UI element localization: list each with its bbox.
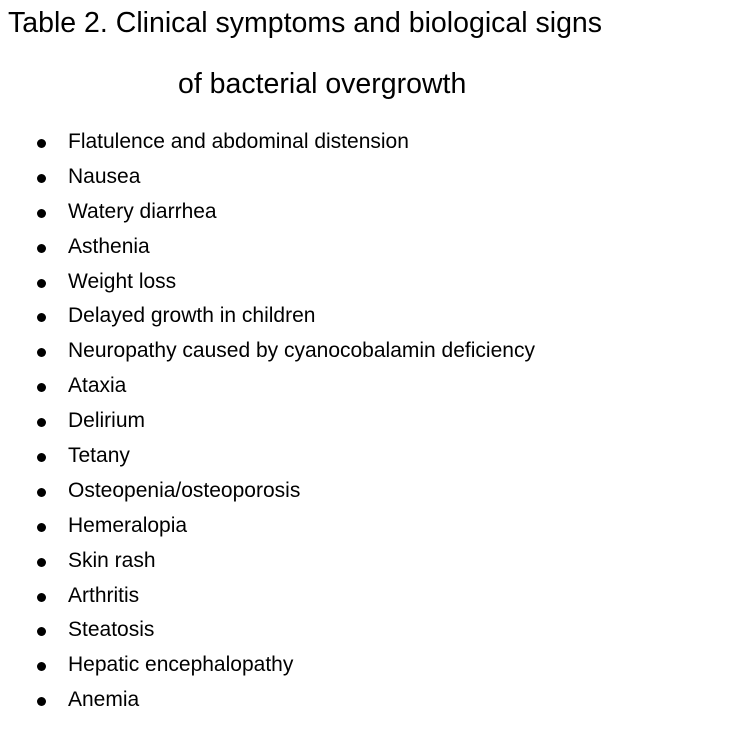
list-item-text: Tetany [68, 444, 130, 468]
table-title-line-2: of bacterial overgrowth [178, 68, 467, 100]
bullet-icon [37, 593, 46, 602]
list-item-text: Arthritis [68, 583, 140, 607]
list-item-text: Hepatic encephalopathy [68, 653, 294, 677]
bullet-icon [37, 697, 46, 706]
table-title-line-1: Table 2. Clinical symptoms and biological signs [8, 7, 603, 39]
bullet-icon [37, 453, 46, 462]
list-item-text: Skin rash [68, 548, 156, 572]
list-item-text: Asthenia [68, 234, 150, 258]
list-item-text: Anemia [68, 688, 140, 712]
list-item-text: Delayed growth in children [68, 304, 316, 328]
bullet-icon [37, 627, 46, 636]
bullet-icon [37, 558, 46, 567]
bullet-icon [37, 523, 46, 532]
list-item-text: Nausea [68, 164, 141, 188]
list-item-text: Ataxia [68, 374, 127, 398]
list-item-text: Weight loss [68, 269, 177, 293]
bullet-icon [37, 244, 46, 253]
list-item-text: Watery diarrhea [68, 199, 217, 223]
bullet-icon [37, 418, 46, 427]
list-item-text: Steatosis [68, 618, 155, 642]
bullet-icon [37, 348, 46, 357]
bullet-icon [37, 209, 46, 218]
bullet-icon [37, 383, 46, 392]
list-item-text: Hemeralopia [68, 513, 188, 537]
list-item-text: Delirium [68, 409, 146, 433]
list-item-text: Flatulence and abdominal distension [68, 130, 409, 153]
list-item-text: Osteopenia/osteoporosis [68, 478, 301, 502]
bullet-icon [37, 313, 46, 322]
bullet-icon [37, 174, 46, 183]
list-item-text: Neuropathy caused by cyanocobalamin deficiency [68, 339, 535, 363]
bullet-icon [37, 139, 46, 148]
bullet-icon [37, 662, 46, 671]
bullet-icon [37, 488, 46, 497]
bullet-icon [37, 279, 46, 288]
